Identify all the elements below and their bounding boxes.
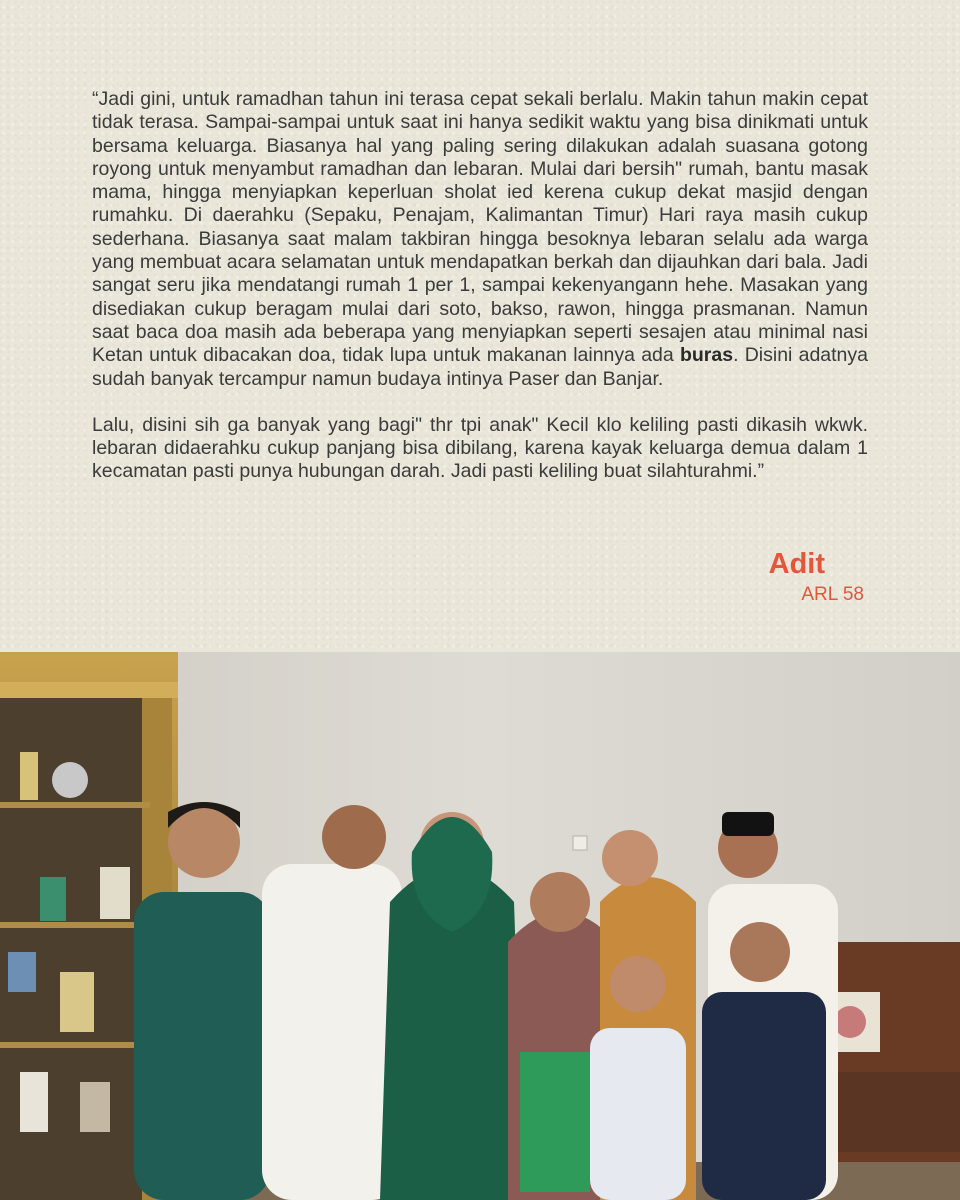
quote-highlight: buras	[679, 344, 734, 367]
testimonial-quote	[92, 88, 868, 484]
author-group: ARL 58	[801, 584, 864, 605]
quote-paragraph-1: “Jadi gini, untuk ramadhan tahun ini terasa cepat sekali berlalu. Makin tahun makin cepat tidak terasa. Sampai-sampai untuk saat ini hanya sedikit waktu yang bisa dinikmati untuk bersama keluarga. Biasanya hal yang paling sering dilakukan adalah suasana gotong royong untuk menyambut ramadhan dan lebaran. Mulai dari bersih" rumah, bantu masak mama, hingga menyiapkan keperluan sholat ied kerena cukup dekat masjid dengan rumahku. Di daerahku (Sepaku, Penajam, Kalimantan Timur) Hari raya masih cukup sederhana. Biasanya saat malam takbiran hingga besoknya lebaran selalu ada warga yang membuat acara selamatan untuk mendapatkan berkah dan dijauhkan dari bala. Jadi sangat seru jika mendatangi rumah 1 per 1, sampai kekenyangann hehe. Masakan yang disediakan cukup beragam mulai dari soto, bakso, rawon, hingga prasmanan. Namun saat baca doa masih ada beberapa yang menyiapkan seperti sesajen atau minimal nasi Ketan untuk dibacakan doa, tidak lupa untuk makanan lainnya ada buras. Disini adatnya sudah banyak tercampur namun budaya intinya Paser dan Banjar.	[92, 88, 868, 390]
quote-paragraph-2: Lalu, disini sih ga banyak yang bagi" thr tpi anak" Kecil klo keliling pasti dikasih wkwk. lebaran didaerahku cukup panjang bisa dibilang, karena kayak keluarga demua dalam 1 kecamatan pasti punya hubungan darah. Jadi pasti keliling buat silahturahmi.”	[92, 413, 868, 483]
family-photo-illustration	[0, 652, 960, 1200]
author-name: Adit	[768, 548, 825, 580]
family-photo	[0, 652, 960, 1200]
wall-socket	[573, 836, 587, 850]
